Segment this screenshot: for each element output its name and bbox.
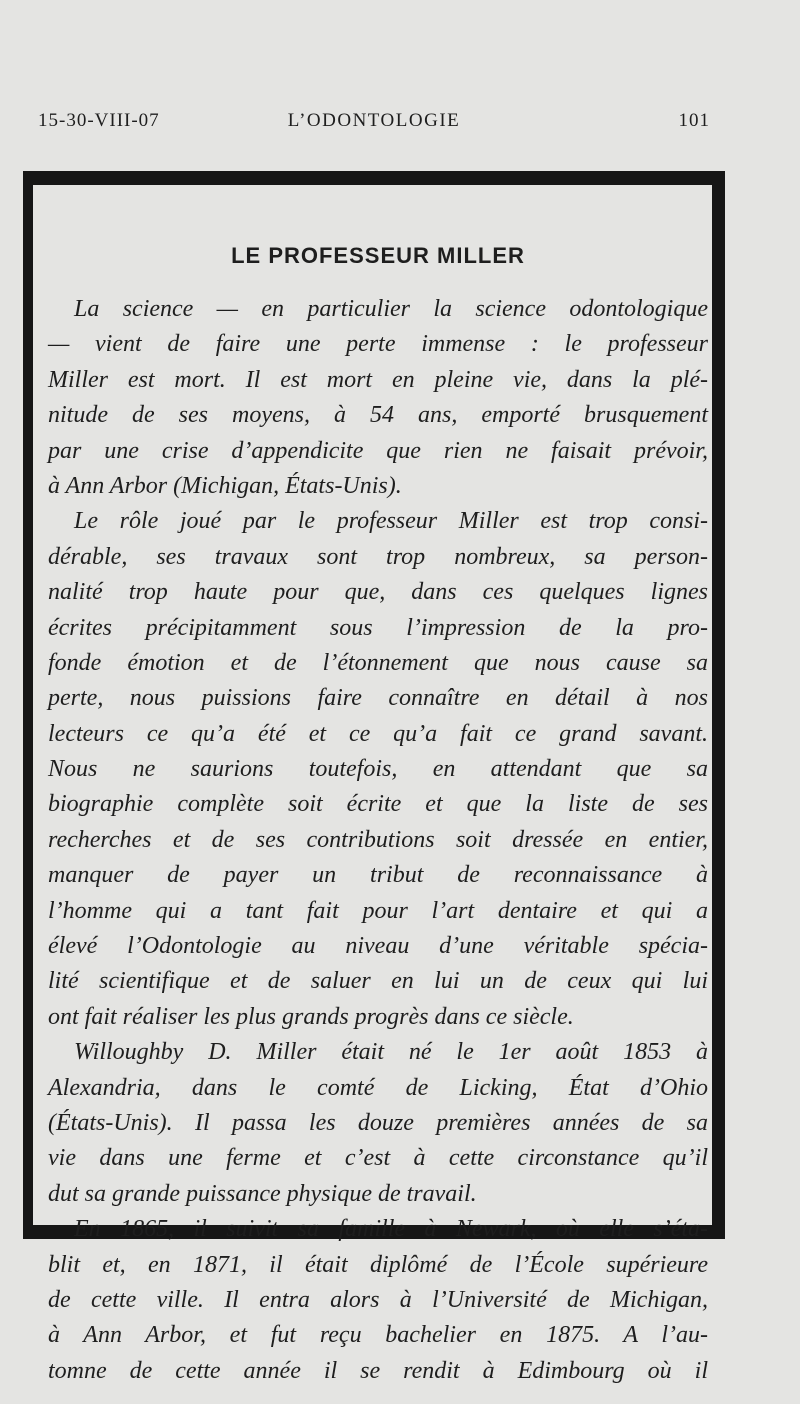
text-line: En 1865, il suivit sa famille à Newark, où elle s’éta- — [74, 1216, 708, 1243]
running-head — [38, 110, 710, 140]
text-line: fonde émotion et de l’étonnement que nous cause sa — [48, 649, 708, 676]
text-line: Nous ne saurions toutefois, en attendant que sa — [48, 756, 708, 783]
text-line: ont fait réaliser les plus grands progrès dans ce siècle. — [48, 1003, 574, 1030]
text-line: La science — en particulier la science odontologique — [74, 296, 708, 322]
text-line: (États-Unis). Il passa les douze premières années de sa — [48, 1109, 708, 1136]
text-line: perte, nous puissions faire connaître en détail à nos — [48, 685, 708, 712]
issue-date: 15-30-VIII-07 — [38, 110, 160, 131]
text-line: recherches et de ses contributions soit dressée en entier, — [48, 826, 708, 853]
text-line: Le rôle joué par le professeur Miller est trop consi- — [74, 508, 708, 535]
text-line: Miller est mort. Il est mort en pleine vie, dans la plé- — [48, 366, 708, 393]
text-line: biographie complète soit écrite et que la liste de ses — [48, 791, 708, 818]
text-line: l’homme qui a tant fait pour l’art dentaire et qui a — [48, 897, 708, 924]
text-line: dérable, ses travaux sont trop nombreux, sa person- — [48, 543, 708, 570]
text-line: nitude de ses moyens, à 54 ans, emporté brusquement — [48, 402, 708, 429]
text-line: écrites précipitamment sous l’impression de la pro- — [48, 614, 708, 641]
text-line: élevé l’Odontologie au niveau d’une véritable spécia- — [48, 933, 708, 960]
text-line: à Ann Arbor, et fut reçu bachelier en 1875. A l’au- — [48, 1322, 708, 1349]
text-line: lité scientifique et de saluer en lui un de ceux qui lui — [48, 968, 708, 995]
text-line: Willoughby D. Miller était né le 1er août 1853 à — [74, 1039, 708, 1066]
text-line: dut sa grande puissance physique de travail. — [48, 1180, 477, 1207]
text-line: nalité trop haute pour que, dans ces quelques lignes — [48, 579, 708, 606]
text-line: manquer de payer un tribut de reconnaissance à — [48, 862, 708, 889]
text-line: tomne de cette année il se rendit à Edimbourg où il — [48, 1357, 708, 1384]
text-line: à Ann Arbor (Michigan, États-Unis). — [48, 472, 402, 499]
article-body — [48, 292, 708, 1389]
text-line: vie dans une ferme et c’est à cette circonstance qu’il — [48, 1145, 708, 1172]
text-line: lecteurs ce qu’a été et ce qu’a fait ce grand savant. — [48, 720, 708, 747]
text-line: de cette ville. Il entra alors à l’Université de Michigan, — [48, 1286, 708, 1313]
text-line: blit et, en 1871, il était diplômé de l’École supérieure — [48, 1251, 708, 1278]
journal-title: L’ODONTOLOGIE — [287, 110, 461, 131]
page-number: 101 — [678, 110, 710, 131]
text-line: Alexandria, dans le comté de Licking, État d’Ohio — [48, 1074, 708, 1101]
article-title: LE PROFESSEUR MILLER — [231, 243, 525, 268]
text-line: — vient de faire une perte immense : le professeur — [48, 331, 708, 358]
text-line: par une crise d’appendicite que rien ne faisait prévoir, — [48, 437, 708, 464]
article — [48, 236, 708, 1389]
